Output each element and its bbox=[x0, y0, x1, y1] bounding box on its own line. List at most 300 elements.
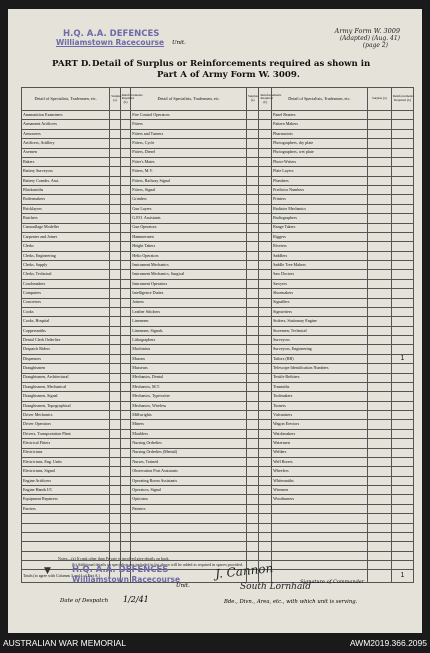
reinforcement-cell bbox=[259, 542, 272, 551]
surplus-cell bbox=[367, 148, 391, 157]
surplus-cell bbox=[110, 270, 121, 279]
trade-cell: Turners bbox=[272, 401, 368, 410]
surplus-cell bbox=[367, 176, 391, 185]
reinforcement-cell bbox=[120, 242, 131, 251]
reinforcement-cell bbox=[259, 392, 272, 401]
surplus-cell bbox=[367, 289, 391, 298]
trade-cell: Cooks, Hospital bbox=[22, 317, 110, 326]
reinforcement-cell bbox=[391, 411, 413, 420]
reinforcement-cell bbox=[391, 279, 413, 288]
reinforcement-cell bbox=[120, 514, 131, 523]
trade-cell: Carpenter and Joiner bbox=[22, 232, 110, 241]
surplus-cell bbox=[110, 242, 121, 251]
reinforcement-cell bbox=[391, 476, 413, 485]
footer-unit-label: Unit. bbox=[176, 583, 190, 589]
stamp-line-2: Williamstown Racecourse bbox=[56, 38, 165, 47]
reinforcement-cell bbox=[120, 382, 131, 391]
surplus-cell bbox=[246, 457, 259, 466]
surplus-cell bbox=[367, 514, 391, 523]
trade-cell: Instrument Mechanics, Surgical bbox=[131, 270, 247, 279]
reinforcement-cell bbox=[120, 354, 131, 363]
surplus-cell bbox=[110, 411, 121, 420]
surplus-cell bbox=[110, 523, 121, 532]
surplus-cell bbox=[367, 429, 391, 438]
reinforcement-cell bbox=[120, 214, 131, 223]
reinforcement-cell bbox=[391, 382, 413, 391]
surplus-cell bbox=[246, 270, 259, 279]
part-label: PART D. bbox=[52, 59, 92, 69]
surplus-cell bbox=[246, 486, 259, 495]
surplus-cell bbox=[367, 157, 391, 166]
trade-cell: Mechanics, M.T. bbox=[131, 382, 247, 391]
surplus-cell bbox=[246, 364, 259, 373]
reinforcement-cell bbox=[391, 542, 413, 551]
reinforcement-cell bbox=[120, 157, 131, 166]
trade-cell: Engine Hands I/C bbox=[22, 486, 110, 495]
table-row bbox=[22, 214, 414, 223]
trade-cell: Nurses, Trained bbox=[131, 457, 247, 466]
surplus-cell bbox=[246, 120, 259, 129]
trade-cell: Lithographers bbox=[131, 336, 247, 345]
surplus-cell bbox=[110, 476, 121, 485]
trade-cell: Fitters, Diesel bbox=[131, 148, 247, 157]
surplus-cell bbox=[367, 232, 391, 241]
reinforcement-cell bbox=[259, 279, 272, 288]
trade-cell: Equipment Repairers bbox=[22, 495, 110, 504]
surplus-cell bbox=[110, 223, 121, 232]
reinforcement-cell bbox=[120, 448, 131, 457]
trade-cell: G.P.O. Assistants bbox=[131, 214, 247, 223]
trade-cell: Driver Operators bbox=[22, 420, 110, 429]
table-row bbox=[22, 111, 414, 120]
table-row bbox=[22, 514, 414, 523]
surplus-cell bbox=[246, 411, 259, 420]
table-row bbox=[22, 476, 414, 485]
trade-cell: Gun Operators bbox=[131, 223, 247, 232]
trade-cell: Panel Beaters bbox=[272, 111, 368, 120]
caption-bar bbox=[0, 634, 430, 653]
surplus-cell bbox=[367, 382, 391, 391]
trade-cell: Bakers bbox=[22, 157, 110, 166]
trade-cell: Fitters and Turners bbox=[131, 129, 247, 138]
trade-cell: Plumbers bbox=[272, 176, 368, 185]
reinforcement-cell bbox=[391, 336, 413, 345]
surplus-cell bbox=[246, 429, 259, 438]
table-row bbox=[22, 420, 414, 429]
reinforcement-cell bbox=[259, 373, 272, 382]
table-row bbox=[22, 495, 414, 504]
reinforcement-cell bbox=[391, 439, 413, 448]
trade-cell bbox=[272, 561, 368, 570]
table-row bbox=[22, 289, 414, 298]
caption-right: AWM2019.366.2095 bbox=[349, 638, 427, 648]
trade-cell: Height Takers bbox=[131, 242, 247, 251]
trade-cell: Photographers, wet plate bbox=[272, 148, 368, 157]
trade-cell: Wheelers bbox=[272, 467, 368, 476]
reinforcement-cell bbox=[391, 514, 413, 523]
reinforcement-cell bbox=[120, 486, 131, 495]
trade-cell: Draughtsmen, Architectural bbox=[22, 373, 110, 382]
column-header-detail: Detail of Specialists, Tradesmen, etc. bbox=[272, 88, 368, 111]
trade-cell bbox=[272, 514, 368, 523]
surplus-cell bbox=[246, 420, 259, 429]
trade-cell: Instrument Operators bbox=[131, 279, 247, 288]
reinforcement-cell bbox=[259, 261, 272, 270]
trade-cell: Toolmakers bbox=[272, 392, 368, 401]
trade-cell: Artificers, Artillery bbox=[22, 139, 110, 148]
reinforcement-cell bbox=[391, 298, 413, 307]
reinforcement-cell bbox=[259, 514, 272, 523]
table-row bbox=[22, 298, 414, 307]
trade-cell bbox=[22, 532, 110, 541]
surplus-cell bbox=[110, 157, 121, 166]
surplus-cell bbox=[110, 251, 121, 260]
reinforcement-cell bbox=[259, 270, 272, 279]
reinforcement-cell bbox=[259, 176, 272, 185]
reinforcement-cell bbox=[391, 167, 413, 176]
column-header-reinforcements: Reinforcements Required (b) bbox=[120, 88, 131, 111]
reinforcement-cell bbox=[259, 364, 272, 373]
trade-cell bbox=[131, 542, 247, 551]
trade-cell: Moulders bbox=[131, 429, 247, 438]
reinforcement-cell bbox=[391, 270, 413, 279]
trade-cell: Pattern Makers bbox=[272, 120, 368, 129]
trade-cell: Driver Mechanics bbox=[22, 411, 110, 420]
trade-cell: Radiographers bbox=[272, 214, 368, 223]
surplus-cell bbox=[246, 251, 259, 260]
trade-cell: Surveyors bbox=[272, 336, 368, 345]
reinforcement-cell bbox=[120, 261, 131, 270]
surplus-cell bbox=[246, 111, 259, 120]
surplus-cell bbox=[110, 307, 121, 316]
table-row bbox=[22, 392, 414, 401]
reinforcement-cell bbox=[391, 317, 413, 326]
reinforcement-cell bbox=[259, 532, 272, 541]
reinforcement-cell bbox=[259, 354, 272, 363]
trade-cell: Machinists bbox=[131, 345, 247, 354]
surplus-cell bbox=[246, 504, 259, 513]
table-row bbox=[22, 204, 414, 213]
reinforcement-cell bbox=[120, 542, 131, 551]
surplus-cell bbox=[246, 495, 259, 504]
trade-cell: Helio Operators bbox=[131, 251, 247, 260]
totals-label: Totals (to agree with Columns 3 and 4 of Part A.) bbox=[22, 570, 110, 583]
surplus-cell bbox=[367, 364, 391, 373]
surplus-cell bbox=[246, 373, 259, 382]
surplus-cell bbox=[367, 326, 391, 335]
surplus-cell bbox=[367, 542, 391, 551]
table-row bbox=[22, 401, 414, 410]
trade-cell: Dental Clerk Orderlies bbox=[22, 336, 110, 345]
reinforcement-cell bbox=[259, 439, 272, 448]
reinforcement-cell bbox=[120, 289, 131, 298]
form-adapted: (Adapted) (Aug. 41) bbox=[339, 35, 400, 42]
reinforcement-cell bbox=[391, 373, 413, 382]
surplus-cell bbox=[246, 354, 259, 363]
reinforcement-cell bbox=[259, 289, 272, 298]
trade-cell: Watchmakers bbox=[272, 429, 368, 438]
surplus-cell bbox=[246, 523, 259, 532]
surplus-cell bbox=[367, 354, 391, 363]
trade-cell: Sawyers bbox=[272, 279, 368, 288]
reinforcement-cell bbox=[120, 279, 131, 288]
reinforcement-cell bbox=[120, 186, 131, 195]
surplus-cell bbox=[367, 139, 391, 148]
trade-cell: Gun Layers bbox=[131, 204, 247, 213]
reinforcement-cell bbox=[391, 223, 413, 232]
reinforcement-cell bbox=[391, 204, 413, 213]
surplus-cell bbox=[110, 289, 121, 298]
trade-cell: Draughtsmen, Signal bbox=[22, 392, 110, 401]
trade-cell: Saddle Tree Makers bbox=[272, 261, 368, 270]
surplus-cell bbox=[246, 129, 259, 138]
surplus-cell bbox=[110, 420, 121, 429]
reinforcement-cell bbox=[259, 420, 272, 429]
reinforcement-cell bbox=[391, 186, 413, 195]
unit-label: Unit. bbox=[172, 40, 186, 46]
reinforcement-cell bbox=[259, 495, 272, 504]
surplus-cell bbox=[246, 448, 259, 457]
trade-cell: Fitters, Cycle bbox=[131, 139, 247, 148]
surplus-cell bbox=[367, 336, 391, 345]
table-header-row bbox=[22, 88, 414, 111]
trade-cell: Linesmen, Signals bbox=[131, 326, 247, 335]
reinforcement-cell bbox=[391, 176, 413, 185]
surplus-cell bbox=[367, 223, 391, 232]
reinforcement-cell bbox=[391, 429, 413, 438]
trade-cell: Welders bbox=[272, 448, 368, 457]
surplus-cell bbox=[246, 289, 259, 298]
surplus-cell bbox=[367, 504, 391, 513]
surplus-cell bbox=[110, 176, 121, 185]
surplus-cell bbox=[110, 129, 121, 138]
trade-cell: Signwriters bbox=[272, 307, 368, 316]
table-row bbox=[22, 157, 414, 166]
reinforcement-cell bbox=[259, 157, 272, 166]
reinforcement-cell bbox=[120, 336, 131, 345]
trade-cell: Mechanics, Typewriter bbox=[131, 392, 247, 401]
table-row bbox=[22, 336, 414, 345]
reinforcement-cell bbox=[259, 467, 272, 476]
trade-cell: Hammermen bbox=[131, 232, 247, 241]
trade-cell: Fitter's Mates bbox=[131, 157, 247, 166]
reinforcement-cell bbox=[259, 382, 272, 391]
trade-cell: Storemen, Technical bbox=[272, 326, 368, 335]
despatch-date: 1/2/41 bbox=[123, 595, 149, 604]
trade-cell: Pharmacists bbox=[272, 129, 368, 138]
reinforcement-cell bbox=[259, 195, 272, 204]
surplus-cell bbox=[110, 439, 121, 448]
surplus-cell bbox=[367, 195, 391, 204]
form-page-number: (page 2) bbox=[362, 42, 388, 49]
reinforcement-cell bbox=[391, 523, 413, 532]
trade-cell: Coachmakers bbox=[22, 279, 110, 288]
surplus-cell bbox=[110, 514, 121, 523]
reinforcement-cell bbox=[391, 214, 413, 223]
table-row bbox=[22, 195, 414, 204]
trade-cell: Riggers bbox=[272, 232, 368, 241]
table-row bbox=[22, 345, 414, 354]
column-header-reinforcements: Reinforcements Required (b) bbox=[259, 88, 272, 111]
trade-cell bbox=[131, 514, 247, 523]
footer-stamp-line-1: H.Q. A.A. DEFENCES bbox=[72, 565, 169, 575]
trade-cell: Bricklayers bbox=[22, 204, 110, 213]
reinforcement-cell bbox=[259, 167, 272, 176]
trade-cell: Clerks bbox=[22, 242, 110, 251]
trade-cell: Joiners bbox=[131, 298, 247, 307]
reinforcement-cell bbox=[391, 139, 413, 148]
reinforcement-cell bbox=[120, 373, 131, 382]
reinforcement-cell bbox=[120, 364, 131, 373]
trade-cell: Despatch Riders bbox=[22, 345, 110, 354]
trade-cell: Electricians bbox=[22, 448, 110, 457]
trade-cell bbox=[131, 523, 247, 532]
trade-cell: Electricians, Signal bbox=[22, 467, 110, 476]
table-row bbox=[22, 457, 414, 466]
reinforcement-cell bbox=[259, 504, 272, 513]
trade-cell: Millwrights bbox=[131, 411, 247, 420]
reinforcement-cell bbox=[391, 261, 413, 270]
surplus-cell bbox=[367, 345, 391, 354]
trade-cell: Plate Layers bbox=[272, 167, 368, 176]
surplus-cell bbox=[367, 298, 391, 307]
trade-cell: Fitters, M.V. bbox=[131, 167, 247, 176]
surplus-cell bbox=[367, 167, 391, 176]
surplus-cell bbox=[246, 382, 259, 391]
trade-cell: Wiremen bbox=[272, 486, 368, 495]
stamp-line-1: H.Q. A.A. DEFENCES bbox=[63, 29, 160, 39]
surplus-cell bbox=[367, 373, 391, 382]
trade-cell: Surveyors, Engineering bbox=[272, 345, 368, 354]
surplus-cell bbox=[246, 223, 259, 232]
reinforcement-cell bbox=[259, 129, 272, 138]
trade-cell: Nursing Orderlies (Mental) bbox=[131, 448, 247, 457]
trade-cell: Wagon Erectors bbox=[272, 420, 368, 429]
table-body bbox=[22, 111, 414, 570]
trade-cell: Clerks, Engineering bbox=[22, 251, 110, 260]
surplus-cell bbox=[110, 429, 121, 438]
surplus-cell bbox=[367, 476, 391, 485]
handwritten-signature: J. Cannon bbox=[214, 560, 274, 582]
reinforcement-cell bbox=[259, 486, 272, 495]
table-row bbox=[22, 439, 414, 448]
reinforcement-cell bbox=[120, 148, 131, 157]
surplus-cell bbox=[110, 214, 121, 223]
trade-cell: Leather Stitchers bbox=[131, 307, 247, 316]
reinforcement-cell bbox=[259, 523, 272, 532]
surplus-cell bbox=[110, 204, 121, 213]
surplus-cell bbox=[246, 542, 259, 551]
reinforcement-cell bbox=[259, 551, 272, 560]
surplus-cell bbox=[246, 195, 259, 204]
table-row bbox=[22, 354, 414, 363]
table-row bbox=[22, 251, 414, 260]
reinforcement-cell bbox=[259, 326, 272, 335]
surplus-cell bbox=[110, 326, 121, 335]
column-header-detail: Detail of Specialists, Tradesmen, etc. bbox=[22, 88, 110, 111]
column-header-surplus: Surplus (a) bbox=[367, 88, 391, 111]
trade-cell: Clerks, Supply bbox=[22, 261, 110, 270]
reinforcement-cell bbox=[391, 289, 413, 298]
trade-cell: Draughtsmen, Topographical bbox=[22, 401, 110, 410]
reinforcement-cell bbox=[120, 467, 131, 476]
surplus-cell bbox=[367, 561, 391, 570]
reinforcement-cell bbox=[120, 298, 131, 307]
trade-cell: Engine Artificers bbox=[22, 476, 110, 485]
reinforcement-cell bbox=[259, 148, 272, 157]
reinforcement-cell bbox=[259, 476, 272, 485]
table-row bbox=[22, 176, 414, 185]
surplus-cell bbox=[110, 373, 121, 382]
table-row bbox=[22, 326, 414, 335]
surplus-cell bbox=[110, 261, 121, 270]
table-row bbox=[22, 186, 414, 195]
reinforcement-cell bbox=[259, 317, 272, 326]
surplus-cell bbox=[246, 176, 259, 185]
surplus-cell bbox=[110, 354, 121, 363]
trade-cell: Fitters, Signal bbox=[131, 186, 247, 195]
surplus-cell bbox=[246, 392, 259, 401]
trade-cell: Tailors (BB) bbox=[272, 354, 368, 363]
surplus-cell bbox=[110, 382, 121, 391]
surplus-cell bbox=[246, 242, 259, 251]
trade-cell: Predictor Numbers bbox=[272, 186, 368, 195]
surplus-cell bbox=[367, 261, 391, 270]
trade-cell: Woodturners bbox=[272, 495, 368, 504]
table-row bbox=[22, 307, 414, 316]
table-row bbox=[22, 382, 414, 391]
bde-label: Bde., Divn., Area, etc., with which unit is serving. bbox=[224, 599, 358, 605]
reinforcement-cell bbox=[120, 457, 131, 466]
surplus-cell bbox=[110, 345, 121, 354]
surplus-cell bbox=[367, 279, 391, 288]
table-row bbox=[22, 542, 414, 551]
trade-cell: Saddlers bbox=[272, 251, 368, 260]
reinforcement-cell bbox=[120, 139, 131, 148]
column-header-detail: Detail of Specialists, Tradesmen, etc. bbox=[131, 88, 247, 111]
reinforcement-cell bbox=[259, 401, 272, 410]
surplus-cell bbox=[110, 486, 121, 495]
surplus-cell bbox=[110, 364, 121, 373]
surplus-cell bbox=[110, 317, 121, 326]
surplus-cell bbox=[110, 401, 121, 410]
reinforcement-cell bbox=[120, 270, 131, 279]
trade-cell: Fitters bbox=[131, 120, 247, 129]
surplus-cell bbox=[246, 186, 259, 195]
reinforcement-cell bbox=[259, 457, 272, 466]
surplus-cell bbox=[110, 148, 121, 157]
reinforcement-cell bbox=[120, 439, 131, 448]
caption-left: AUSTRALIAN WAR MEMORIAL bbox=[3, 638, 126, 648]
trade-cell: Armourers bbox=[22, 129, 110, 138]
surplus-cell bbox=[246, 214, 259, 223]
trade-cell: Instrument Mechanics bbox=[131, 261, 247, 270]
reinforcement-cell bbox=[259, 411, 272, 420]
surplus-cell bbox=[367, 448, 391, 457]
table-row bbox=[22, 317, 414, 326]
trade-cell bbox=[22, 523, 110, 532]
surplus-cell bbox=[367, 251, 391, 260]
reinforcement-cell bbox=[120, 392, 131, 401]
reinforcement-cell bbox=[391, 120, 413, 129]
table-row bbox=[22, 139, 414, 148]
table-row bbox=[22, 242, 414, 251]
reinforcement-cell bbox=[391, 457, 413, 466]
reinforcement-cell bbox=[120, 495, 131, 504]
reinforcement-cell bbox=[259, 223, 272, 232]
surplus-cell bbox=[246, 204, 259, 213]
table-row bbox=[22, 486, 414, 495]
